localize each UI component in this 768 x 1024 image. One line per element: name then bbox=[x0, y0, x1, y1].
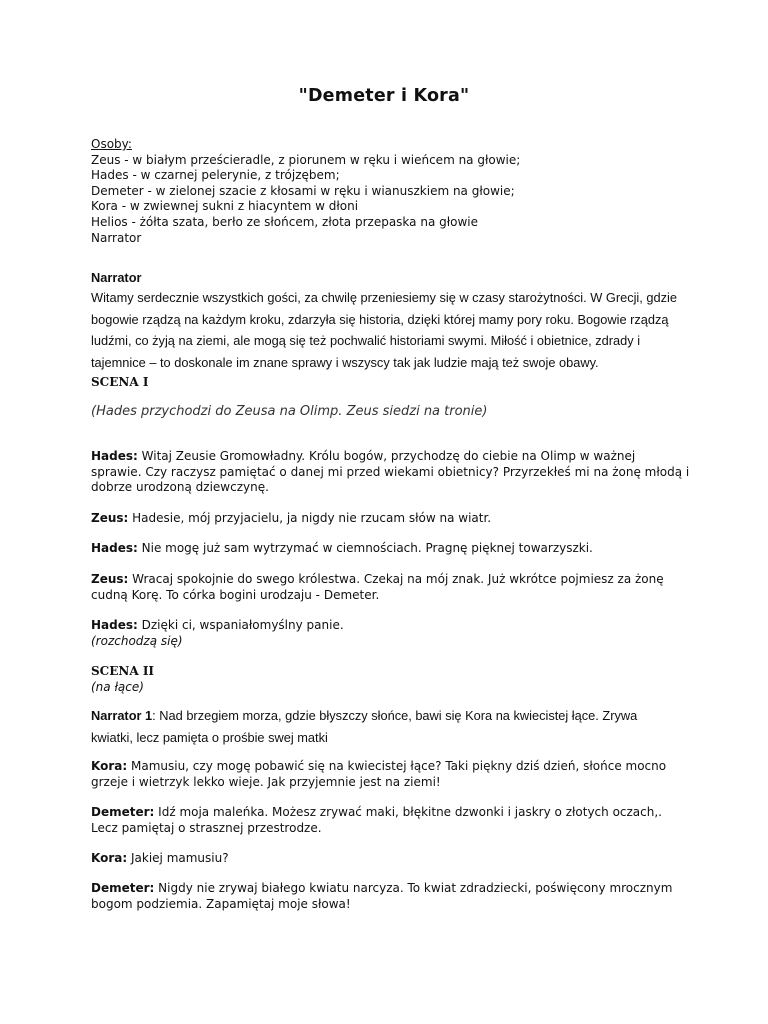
speaker-name: Narrator 1 bbox=[91, 708, 153, 723]
scene1-heading: SCENA I bbox=[91, 375, 149, 389]
dialogue-text: Idź moja maleńka. Możesz zrywać maki, błękitne dzwonki i jaskry o złotych oczach,. bbox=[158, 805, 662, 819]
stage-direction: (rozchodzą się) bbox=[91, 633, 183, 648]
scene1-line-hades bbox=[91, 618, 691, 649]
dialogue-text: bogom podziemia. Zapamiętaj moje słowa! bbox=[91, 896, 351, 911]
intro-line: tajemnice – to doskonale im znane sprawy i wszyscy tak jak ludzie mają też swoje obawy. bbox=[91, 354, 599, 370]
intro-speaker: Narrator bbox=[91, 270, 142, 285]
intro-line: bogowie rządzą na każdym kroku, zdarzyła się historia, dzięki której mamy pory roku. Bogowie rządzą bbox=[91, 311, 669, 327]
scene1-line-hades bbox=[91, 541, 691, 557]
speaker-name: Hades: bbox=[91, 449, 138, 463]
cast-line: Zeus - w białym prześcieradle, z piorunem w ręku i wieńcem na głowie; bbox=[91, 152, 521, 167]
dialogue-text: Mamusiu, czy mogę pobawić się na kwiecistej łące? Taki piękny dziś dzień, słońce mocno bbox=[130, 759, 667, 773]
cast-heading: Osoby: bbox=[91, 137, 132, 151]
speaker-name: Demeter: bbox=[91, 881, 155, 895]
dialogue-text: Witaj Zeusie Gromowładny. Królu bogów, przychodzę do ciebie na Olimp w ważnej bbox=[141, 449, 636, 463]
dialogue-text: Nigdy nie zrywaj białego kwiatu narcyza. To kwiat zdradziecki, poświęcony mrocznym bbox=[158, 881, 673, 895]
dialogue-text: Lecz pamiętaj o strasznej przestrodze. bbox=[91, 820, 322, 835]
dialogue-text: Dzięki ci, wspaniałomyślny panie. bbox=[141, 618, 344, 632]
dialogue-text: grzeje i wietrzyk lekko wieje. Jak przyjemnie jest na ziemi! bbox=[91, 774, 441, 789]
scene1-line-zeus bbox=[91, 572, 691, 603]
scene2-line-kora bbox=[91, 759, 691, 790]
dialogue-text: kwiatki, lecz pamięta o prośbie swej matki bbox=[91, 729, 328, 745]
speaker-name: Demeter: bbox=[91, 805, 155, 819]
cast-line: Kora - w zwiewnej sukni z hiacyntem w dłoni bbox=[91, 199, 359, 214]
dialogue-text: dobrze urodzoną dziewczynę. bbox=[91, 480, 269, 495]
intro-line: Witamy serdecznie wszystkich gości, za chwilę przeniesiemy się w czasy starożytności. W Grecji, gdzie bbox=[91, 290, 677, 305]
speaker-name: Kora: bbox=[91, 851, 128, 865]
scene2-stage-direction: (na łące) bbox=[91, 679, 144, 694]
scene2-heading: SCENA II bbox=[91, 664, 155, 678]
dialogue-text: Nie mogę już sam wytrzymać w ciemnościach. Pragnę pięknej towarzyszki. bbox=[141, 541, 593, 555]
scene2-line-demeter bbox=[91, 805, 691, 836]
cast-line: Helios - żółta szata, berło ze słońcem, złota przepaska na głowie bbox=[91, 214, 479, 229]
scene1-stage-direction: (Hades przychodzi do Zeusa na Olimp. Zeus siedzi na tronie) bbox=[91, 404, 488, 419]
intro-line: ludźmi, co żyją na ziemi, ale mogą się też pochwalić historiami swymi. Miłość i obietnice, zdrady i bbox=[91, 333, 641, 348]
scene2-line-demeter bbox=[91, 881, 691, 912]
dialogue-text: sprawie. Czy raczysz pamiętać o danej mi przed wiekami obietnicy? Przyrzekłeś mi na żonę młodą i bbox=[91, 464, 690, 479]
dialogue-text: Jakiej mamusiu? bbox=[130, 851, 229, 865]
speaker-name: Hades: bbox=[91, 541, 138, 555]
speaker-name: Zeus: bbox=[91, 572, 129, 586]
scene2-line-kora bbox=[91, 851, 691, 867]
scene1-line-zeus bbox=[91, 511, 691, 527]
cast-line: Narrator bbox=[91, 230, 142, 245]
intro-section bbox=[91, 268, 691, 373]
cast-line: Hades - w czarnej pelerynie, z trójzębem; bbox=[91, 168, 340, 183]
dialogue-text: Wracaj spokojnie do swego królestwa. Czekaj na mój znak. Już wkrótce pojmiesz za żonę bbox=[132, 572, 664, 586]
document-title: "Demeter i Kora" bbox=[298, 86, 470, 106]
speaker-name: Kora: bbox=[91, 759, 128, 773]
dialogue-text: : Nad brzegiem morza, gdzie błyszczy słońce, bawi się Kora na kwiecistej łące. Zrywa bbox=[152, 708, 638, 723]
speaker-name: Zeus: bbox=[91, 511, 129, 525]
dialogue-text: Hadesie, mój przyjacielu, ja nigdy nie rzucam słów na wiatr. bbox=[132, 511, 492, 525]
scene1-line-hades bbox=[91, 449, 691, 496]
scene2-header bbox=[91, 664, 691, 695]
dialogue-text: cudną Korę. To córka bogini urodzaju - Demeter. bbox=[91, 587, 380, 602]
scene2-narrator bbox=[91, 705, 691, 748]
speaker-name: Hades: bbox=[91, 618, 138, 632]
cast-list bbox=[91, 137, 691, 246]
cast-line: Demeter - w zielonej szacie z kłosami w ręku i wianuszkiem na głowie; bbox=[91, 183, 515, 198]
